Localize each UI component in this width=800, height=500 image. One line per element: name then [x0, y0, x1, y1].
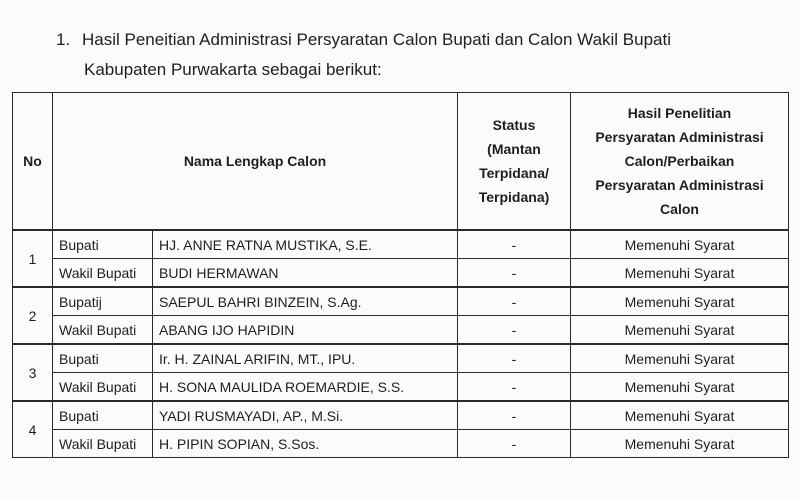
table-row	[13, 230, 789, 259]
nama-cell: SAEPUL BAHRI BINZEIN, S.Ag.	[153, 287, 458, 316]
header-hasil-line: Hasil Penelitian	[627, 105, 732, 121]
jabatan-cell: Wakil Bupati	[53, 259, 153, 288]
header-hasil-line: Calon	[660, 201, 699, 217]
status-cell: -	[458, 401, 571, 430]
hasil-cell: Memenuhi Syarat	[571, 230, 789, 259]
hasil-cell: Memenuhi Syarat	[571, 373, 789, 402]
status-cell: -	[458, 430, 571, 458]
table-row	[13, 401, 789, 430]
hasil-cell: Memenuhi Syarat	[571, 401, 789, 430]
header-status-line: Terpidana/	[479, 165, 549, 181]
candidate-result-table	[12, 92, 789, 458]
nama-cell: H. PIPIN SOPIAN, S.Sos.	[153, 430, 458, 458]
jabatan-cell: Wakil Bupati	[53, 373, 153, 402]
row-number: 2	[13, 287, 53, 344]
nama-cell: H. SONA MAULIDA ROEMARDIE, S.S.	[153, 373, 458, 402]
status-cell: -	[458, 373, 571, 402]
table-row	[13, 344, 789, 373]
nama-cell: HJ. ANNE RATNA MUSTIKA, S.E.	[153, 230, 458, 259]
table-row	[13, 287, 789, 316]
intro-line-2: Kabupaten Purwakarta sebagai berikut:	[84, 60, 382, 79]
nama-cell: Ir. H. ZAINAL ARIFIN, MT., IPU.	[153, 344, 458, 373]
nama-cell: ABANG IJO HAPIDIN	[153, 316, 458, 345]
intro-line-1	[56, 25, 671, 55]
header-nama: Nama Lengkap Calon	[53, 93, 458, 231]
row-number: 3	[13, 344, 53, 401]
hasil-cell: Memenuhi Syarat	[571, 259, 789, 288]
status-cell: -	[458, 230, 571, 259]
jabatan-cell: Bupatij	[53, 287, 153, 316]
jabatan-cell: Bupati	[53, 401, 153, 430]
jabatan-cell: Bupati	[53, 344, 153, 373]
jabatan-cell: Bupati	[53, 230, 153, 259]
status-cell: -	[458, 316, 571, 345]
header-hasil-line: Calon/Perbaikan	[624, 153, 735, 169]
row-number: 4	[13, 401, 53, 458]
table-row	[13, 373, 789, 402]
header-hasil-line: Persyaratan Administrasi	[595, 177, 764, 193]
table-header-row	[13, 93, 789, 231]
table-row	[13, 259, 789, 288]
header-hasil-line: Persyaratan Administrasi	[595, 129, 764, 145]
status-cell: -	[458, 259, 571, 288]
header-hasil	[571, 93, 789, 231]
intro-text-1: Hasil Peneitian Administrasi Persyaratan Calon Bupati dan Calon Wakil Bupati	[82, 30, 672, 49]
jabatan-cell: Wakil Bupati	[53, 316, 153, 345]
header-status-line: Terpidana)	[478, 189, 550, 205]
header-status-line: (Mantan	[487, 141, 541, 157]
table-row	[13, 316, 789, 345]
status-cell: -	[458, 344, 571, 373]
hasil-cell: Memenuhi Syarat	[571, 316, 789, 345]
nama-cell: YADI RUSMAYADI, AP., M.Si.	[153, 401, 458, 430]
header-status-line: Status	[492, 117, 536, 133]
header-status	[458, 93, 571, 231]
row-number: 1	[13, 230, 53, 287]
table-row	[13, 430, 789, 458]
jabatan-cell: Wakil Bupati	[53, 430, 153, 458]
nama-cell: BUDI HERMAWAN	[153, 259, 458, 288]
hasil-cell: Memenuhi Syarat	[571, 344, 789, 373]
header-no: No	[13, 93, 53, 231]
hasil-cell: Memenuhi Syarat	[571, 287, 789, 316]
list-number: 1.	[56, 30, 71, 49]
status-cell: -	[458, 287, 571, 316]
hasil-cell: Memenuhi Syarat	[571, 430, 789, 458]
